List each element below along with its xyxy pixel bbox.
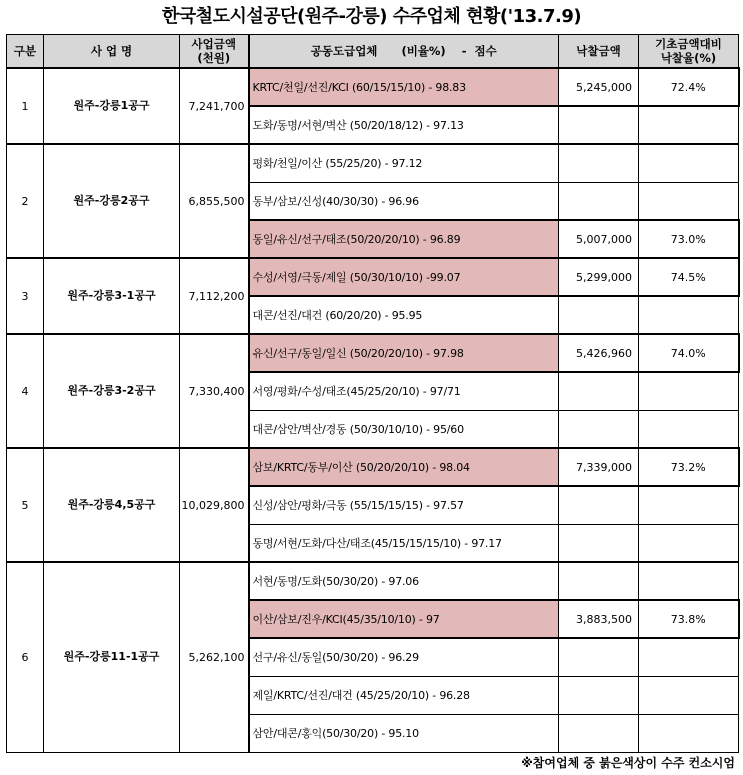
consortium: 선구/유신/동일(50/30/20) - 96.29 bbox=[249, 638, 559, 676]
page-title: 한국철도시설공단(원주-강릉) 수주업체 현황('13.7.9) bbox=[161, 6, 582, 27]
winning-consortium: 유신/선구/동일/일신 (50/20/20/10) - 97.98 bbox=[249, 334, 559, 372]
winning-consortium: 동일/유신/선구/태조(50/20/20/10) - 96.89 bbox=[249, 220, 559, 258]
project-number: 2 bbox=[7, 144, 44, 258]
header-no: 구분 bbox=[7, 35, 44, 69]
bid-rate bbox=[639, 410, 739, 448]
header-rate-line1: 기초금액대비 bbox=[655, 37, 722, 51]
header-bid: 낙찰금액 bbox=[559, 35, 639, 69]
table-row bbox=[7, 562, 739, 600]
bid-rate: 73.2% bbox=[639, 448, 739, 486]
bid-rate bbox=[639, 638, 739, 676]
table-row bbox=[7, 334, 739, 372]
project-number: 5 bbox=[7, 448, 44, 562]
award-table bbox=[6, 34, 740, 753]
header-amount-line2: (천원) bbox=[197, 51, 231, 65]
project-name: 원주-강릉1공구 bbox=[44, 68, 180, 144]
header-amount-line1: 사업금액 bbox=[191, 37, 236, 51]
bid-amount bbox=[559, 714, 639, 752]
bid-amount: 3,883,500 bbox=[559, 600, 639, 638]
bid-amount bbox=[559, 410, 639, 448]
project-amount: 7,112,200 bbox=[180, 258, 249, 334]
consortium: 대콘/선진/대건 (60/20/20) - 95.95 bbox=[249, 296, 559, 334]
bid-amount: 7,339,000 bbox=[559, 448, 639, 486]
winning-consortium: 이산/삼보/진우/KCI(45/35/10/10) - 97 bbox=[249, 600, 559, 638]
table-row bbox=[7, 68, 739, 106]
bid-rate bbox=[639, 714, 739, 752]
consortium: 제일/KRTC/선진/대건 (45/25/20/10) - 96.28 bbox=[249, 676, 559, 714]
project-name: 원주-강릉11-1공구 bbox=[44, 562, 180, 752]
bid-rate bbox=[639, 106, 739, 144]
project-amount: 10,029,800 bbox=[180, 448, 249, 562]
bid-rate bbox=[639, 486, 739, 524]
table-row bbox=[7, 258, 739, 296]
header-amount bbox=[180, 35, 249, 69]
bid-amount bbox=[559, 296, 639, 334]
bid-rate bbox=[639, 372, 739, 410]
consortium: 동명/서현/도화/다산/태조(45/15/15/15/10) - 97.17 bbox=[249, 524, 559, 562]
bid-amount: 5,299,000 bbox=[559, 258, 639, 296]
project-amount: 7,330,400 bbox=[180, 334, 249, 448]
bid-rate bbox=[639, 524, 739, 562]
bid-rate: 74.5% bbox=[639, 258, 739, 296]
consortium: 삼안/대콘/홍익(50/30/20) - 95.10 bbox=[249, 714, 559, 752]
consortium: 동부/삼보/신성(40/30/30) - 96.96 bbox=[249, 182, 559, 220]
bid-amount: 5,426,960 bbox=[559, 334, 639, 372]
bid-amount: 5,007,000 bbox=[559, 220, 639, 258]
bid-rate bbox=[639, 676, 739, 714]
project-number: 3 bbox=[7, 258, 44, 334]
consortium: 평화/천일/이산 (55/25/20) - 97.12 bbox=[249, 144, 559, 182]
bid-amount bbox=[559, 106, 639, 144]
bid-amount bbox=[559, 486, 639, 524]
bid-rate: 73.0% bbox=[639, 220, 739, 258]
bid-amount bbox=[559, 144, 639, 182]
table-row bbox=[7, 144, 739, 182]
project-number: 1 bbox=[7, 68, 44, 144]
bid-amount bbox=[559, 524, 639, 562]
header-rate-line2: 낙찰율(%) bbox=[660, 51, 717, 65]
consortium: 도화/동명/서현/벽산 (50/20/18/12) - 97.13 bbox=[249, 106, 559, 144]
project-amount: 7,241,700 bbox=[180, 68, 249, 144]
project-name: 원주-강릉4,5공구 bbox=[44, 448, 180, 562]
consortium: 서영/평화/수성/태조(45/25/20/10) - 97/71 bbox=[249, 372, 559, 410]
bid-amount bbox=[559, 372, 639, 410]
bid-amount: 5,245,000 bbox=[559, 68, 639, 106]
table-body bbox=[7, 68, 739, 752]
bid-rate: 74.0% bbox=[639, 334, 739, 372]
bid-rate: 73.8% bbox=[639, 600, 739, 638]
consortium: 신성/삼안/평화/극동 (55/15/15/15) - 97.57 bbox=[249, 486, 559, 524]
header-name: 사 업 명 bbox=[44, 35, 180, 69]
project-amount: 6,855,500 bbox=[180, 144, 249, 258]
bid-rate bbox=[639, 144, 739, 182]
bid-rate bbox=[639, 296, 739, 334]
project-name: 원주-강릉3-2공구 bbox=[44, 334, 180, 448]
bid-amount bbox=[559, 638, 639, 676]
bid-rate: 72.4% bbox=[639, 68, 739, 106]
header-row bbox=[7, 35, 739, 69]
table-row bbox=[7, 448, 739, 486]
project-number: 4 bbox=[7, 334, 44, 448]
project-name: 원주-강릉2공구 bbox=[44, 144, 180, 258]
winning-consortium: KRTC/천일/선진/KCI (60/15/15/10) - 98.83 bbox=[249, 68, 559, 106]
header-rate bbox=[639, 35, 739, 69]
project-name: 원주-강릉3-1공구 bbox=[44, 258, 180, 334]
bid-rate bbox=[639, 562, 739, 600]
winning-consortium: 수성/서영/극동/제일 (50/30/10/10) -99.07 bbox=[249, 258, 559, 296]
project-number: 6 bbox=[7, 562, 44, 752]
bid-amount bbox=[559, 676, 639, 714]
bid-amount bbox=[559, 562, 639, 600]
header-partners: 공동도급업체 (비율%) - 점수 bbox=[249, 35, 559, 69]
footnote: ※참여업체 중 붉은색상이 수주 컨소시엄 bbox=[521, 756, 735, 770]
bid-rate bbox=[639, 182, 739, 220]
consortium: 대콘/삼안/벽산/경동 (50/30/10/10) - 95/60 bbox=[249, 410, 559, 448]
winning-consortium: 삼보/KRTC/동부/이산 (50/20/20/10) - 98.04 bbox=[249, 448, 559, 486]
project-amount: 5,262,100 bbox=[180, 562, 249, 752]
bid-amount bbox=[559, 182, 639, 220]
consortium: 서현/동명/도화(50/30/20) - 97.06 bbox=[249, 562, 559, 600]
